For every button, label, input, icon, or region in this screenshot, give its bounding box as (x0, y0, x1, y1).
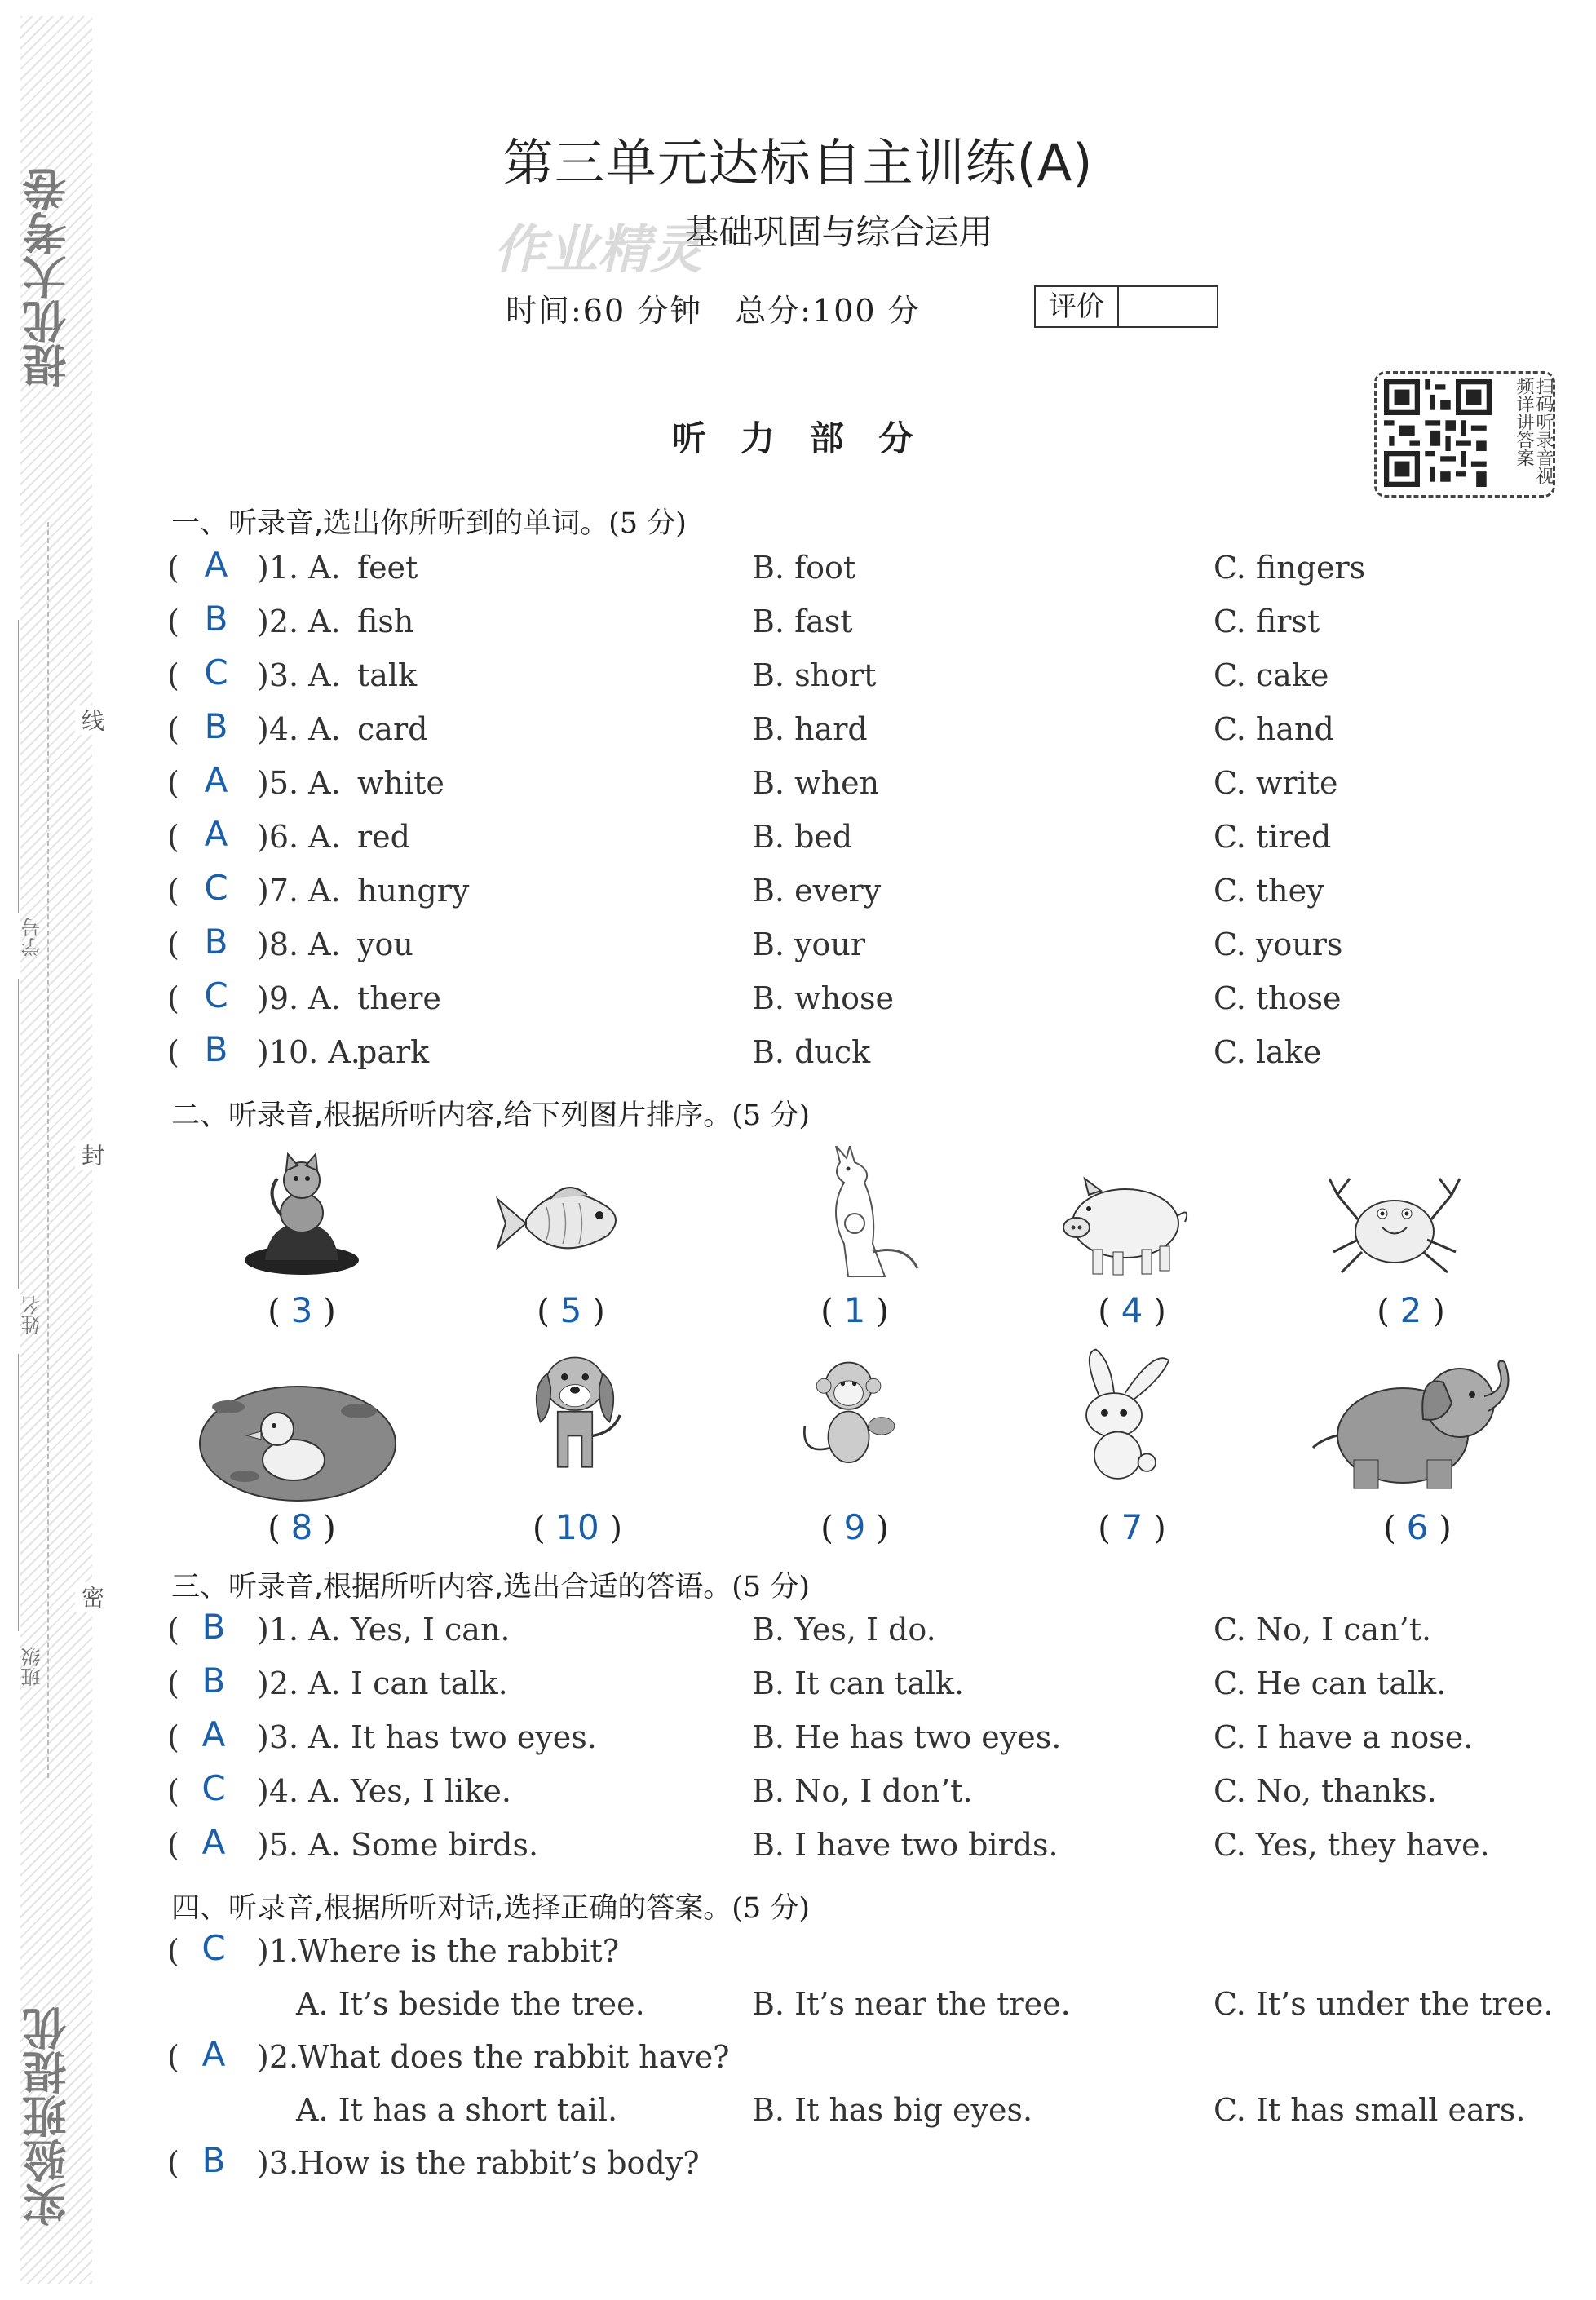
answer-paren-open: ( (167, 927, 179, 962)
section-3-heading (171, 1564, 810, 1605)
question-number: )1. A. (257, 1612, 341, 1648)
answer-choice[interactable]: A (201, 2034, 226, 2074)
question-number: )3. (257, 2145, 299, 2181)
option-b: B. your (752, 927, 866, 962)
spine-class-line (18, 1354, 19, 1631)
spine-id-line (18, 620, 19, 913)
answer-choice[interactable]: B (204, 599, 228, 639)
option-c: C. It has small ears. (1214, 2092, 1526, 2128)
answer-paren-open: ( (167, 1827, 179, 1863)
fish-picture (493, 1158, 632, 1297)
option-b: B. He has two eyes. (752, 1719, 1062, 1755)
section-3-title: 三、听录音,根据所听内容,选出合适的答语。 (171, 1571, 732, 1603)
answer-choice[interactable]: A (201, 1822, 226, 1862)
question-row (167, 2034, 1570, 2088)
option-c: C. first (1214, 604, 1320, 639)
answer-choice[interactable]: B (204, 706, 228, 746)
answer-choice[interactable]: A (201, 1714, 226, 1754)
answer-paren-open: ( (167, 819, 179, 855)
question-number: )3. A. (257, 1719, 341, 1755)
picture-1-order: ( 3 ) (267, 1290, 336, 1330)
answer-paren-open: ( (167, 2039, 179, 2075)
option-c: C. It’s under the tree. (1214, 1986, 1554, 2022)
option-a: you (357, 927, 413, 962)
answer-choice[interactable]: C (204, 975, 228, 1015)
answer-paren-open: ( (167, 1665, 179, 1701)
question-row (167, 1714, 1570, 1768)
picture-10-order: ( 6 ) (1383, 1507, 1452, 1547)
spine-cut-line-label: 线 (75, 705, 108, 735)
options-row (167, 2092, 1570, 2141)
question-number: )2. A. (257, 1665, 341, 1701)
picture-2-order: ( 5 ) (537, 1290, 605, 1330)
duck-in-pond-picture (196, 1370, 400, 1509)
spine-cut-seal-label: 密 (75, 1582, 108, 1612)
section-1-score: (5 分) (608, 507, 687, 540)
answer-paren-open: ( (167, 657, 179, 693)
option-c: C. Yes, they have. (1214, 1827, 1490, 1863)
answer-choice[interactable]: B (204, 922, 228, 962)
option-a: park (357, 1034, 430, 1070)
section-4-heading (171, 1886, 810, 1926)
time-and-score: 时间:60 分钟 总分:100 分 (506, 293, 921, 329)
question-number: )5. A. (257, 765, 341, 801)
option-c: C. lake (1214, 1034, 1322, 1070)
option-a: Yes, I like. (351, 1773, 511, 1809)
option-a: feet (357, 550, 418, 586)
answer-paren-open: ( (167, 1719, 179, 1755)
option-c: C. fingers (1214, 550, 1366, 586)
picture-5-order: ( 2 ) (1377, 1290, 1445, 1330)
question-number: )6. A. (257, 819, 341, 855)
spine-name-field: 姓名 (21, 1295, 44, 1334)
evaluation-label: 评价 (1036, 287, 1119, 326)
spine-cut-line (47, 522, 49, 1778)
option-c: C. hand (1214, 711, 1334, 747)
option-a: Yes, I can. (351, 1612, 511, 1648)
question-row (167, 652, 1570, 706)
question-row (167, 1822, 1570, 1876)
option-c: C. No, I can’t. (1214, 1612, 1432, 1648)
section-4-title: 四、听录音,根据所听对话,选择正确的答案。 (171, 1892, 732, 1925)
question-row (167, 1607, 1570, 1661)
question-row (167, 814, 1570, 868)
answer-choice[interactable]: C (201, 1768, 226, 1808)
answer-choice[interactable]: B (201, 1661, 226, 1701)
question-row (167, 1661, 1570, 1714)
section-4-score: (5 分) (732, 1892, 810, 1925)
cat-on-hat-picture (232, 1146, 371, 1285)
kangaroo-picture (783, 1146, 922, 1285)
section-2-title: 二、听录音,根据所听内容,给下列图片排序。 (171, 1099, 732, 1132)
option-b: B. I have two birds. (752, 1827, 1059, 1863)
answer-choice[interactable]: B (201, 1607, 226, 1647)
section-3-score: (5 分) (732, 1571, 810, 1603)
spine-name-line (18, 979, 19, 1289)
option-a: I can talk. (351, 1665, 508, 1701)
answer-paren-open: ( (167, 980, 179, 1016)
question-number: )2. A. (257, 604, 341, 639)
option-a: Some birds. (351, 1827, 539, 1863)
evaluation-box (1034, 285, 1218, 328)
option-b: B. hard (752, 711, 868, 747)
part-title: 听 力 部 分 (671, 418, 925, 458)
elephant-picture (1305, 1346, 1525, 1501)
question-text: What does the rabbit have? (298, 2039, 730, 2075)
answer-choice[interactable]: A (204, 760, 228, 800)
picture-9-order: ( 7 ) (1098, 1507, 1166, 1547)
option-a: A. It has a short tail. (296, 2092, 618, 2128)
option-c: C. write (1214, 765, 1338, 801)
option-c: C. No, thanks. (1214, 1773, 1437, 1809)
question-number: )1. A. (257, 550, 341, 586)
question-row (167, 599, 1570, 652)
option-b: B. fast (752, 604, 853, 639)
question-number: )9. A. (257, 980, 341, 1016)
question-row (167, 1928, 1570, 1982)
rabbit-picture (1052, 1346, 1191, 1484)
option-c: C. cake (1214, 657, 1329, 693)
option-c: C. yours (1214, 927, 1343, 962)
question-number: )10. A. (257, 1034, 360, 1070)
question-number: )1. (257, 1933, 299, 1969)
picture-3-order: ( 1 ) (820, 1290, 889, 1330)
answer-paren-open: ( (167, 2145, 179, 2181)
question-row (167, 868, 1570, 922)
question-row (167, 2140, 1570, 2194)
option-b: B. every (752, 873, 882, 909)
option-c: C. He can talk. (1214, 1665, 1447, 1701)
option-b: B. whose (752, 980, 894, 1016)
answer-paren-open: ( (167, 550, 179, 586)
monkey-picture (783, 1346, 922, 1484)
answer-choice[interactable]: C (204, 652, 228, 692)
option-b: B. It’s near the tree. (752, 1986, 1071, 2022)
section-1-title: 一、听录音,选出你所听到的单词。 (171, 507, 609, 540)
option-b: B. bed (752, 819, 853, 855)
option-b: B. duck (752, 1034, 871, 1070)
section-2-score: (5 分) (732, 1099, 810, 1132)
option-a: there (357, 980, 441, 1016)
question-row (167, 1768, 1570, 1822)
option-b: B. when (752, 765, 880, 801)
option-b: B. Yes, I do. (752, 1612, 936, 1648)
answer-choice[interactable]: B (204, 1029, 228, 1069)
question-row (167, 706, 1570, 760)
question-row (167, 975, 1570, 1029)
question-number: )5. A. (257, 1827, 341, 1863)
question-number: )7. A. (257, 873, 341, 909)
option-a: card (357, 711, 428, 747)
picture-4-order: ( 4 ) (1098, 1290, 1166, 1330)
answer-choice[interactable]: B (201, 2140, 226, 2180)
watermark: 作业精灵 (493, 220, 702, 281)
spine-class-field: 班级 (21, 1648, 44, 1687)
picture-6-order: ( 8 ) (267, 1507, 336, 1547)
question-text: Where is the rabbit? (298, 1933, 620, 1969)
section-2-heading (171, 1093, 810, 1134)
question-row (167, 1029, 1570, 1083)
page-subtitle: 基础巩固与综合运用 (684, 212, 993, 252)
section-1-heading (171, 501, 687, 542)
answer-paren-open: ( (167, 604, 179, 639)
spine-brand-bottom: 实验班提优 (22, 2006, 73, 2227)
option-a: red (357, 819, 410, 855)
question-row (167, 922, 1570, 975)
option-b: B. It can talk. (752, 1665, 965, 1701)
answer-paren-open: ( (167, 765, 179, 801)
question-text: How is the rabbit’s body? (298, 2145, 700, 2181)
option-a: white (357, 765, 444, 801)
answer-paren-open: ( (167, 1773, 179, 1809)
question-row (167, 760, 1570, 814)
answer-paren-open: ( (167, 1612, 179, 1648)
answer-paren-open: ( (167, 1933, 179, 1969)
answer-choice[interactable]: A (204, 545, 228, 585)
qr-code-caption: 扫码听录音视频详讲答案 (1514, 377, 1554, 484)
question-number: )3. A. (257, 657, 341, 693)
question-number: )4. A. (257, 711, 341, 747)
option-b: B. short (752, 657, 877, 693)
dog-picture (506, 1346, 644, 1484)
option-c: C. those (1214, 980, 1342, 1016)
option-c: C. I have a nose. (1214, 1719, 1474, 1755)
picture-7-order: ( 10 ) (532, 1507, 623, 1547)
spine-cut-feng-label: 封 (75, 1140, 108, 1170)
answer-choice[interactable]: C (201, 1928, 226, 1968)
option-a: It has two eyes. (351, 1719, 597, 1755)
option-b: B. foot (752, 550, 856, 586)
option-c: C. they (1214, 873, 1324, 909)
option-b: B. No, I don’t. (752, 1773, 973, 1809)
picture-8-order: ( 9 ) (820, 1507, 889, 1547)
binding-spine (0, 0, 105, 2300)
option-a: fish (357, 604, 414, 639)
spine-brand-top: 提优大考卷 (22, 167, 73, 387)
option-a: hungry (357, 873, 470, 909)
options-row (167, 1986, 1570, 2035)
page-title: 第三单元达标自主训练(A) (502, 133, 1094, 192)
option-c: C. tired (1214, 819, 1332, 855)
option-a: A. It’s beside the tree. (296, 1986, 645, 2022)
question-row (167, 545, 1570, 599)
pig-picture (1052, 1158, 1191, 1297)
answer-paren-open: ( (167, 711, 179, 747)
option-a: talk (357, 657, 418, 693)
answer-paren-open: ( (167, 1034, 179, 1070)
answer-choice[interactable]: C (204, 868, 228, 908)
question-number: )8. A. (257, 927, 341, 962)
spine-id-field: 学号 (21, 918, 44, 957)
question-number: )2. (257, 2039, 299, 2075)
crab-picture (1325, 1150, 1464, 1289)
question-number: )4. A. (257, 1773, 341, 1809)
option-b: B. It has big eyes. (752, 2092, 1033, 2128)
answer-choice[interactable]: A (204, 814, 228, 854)
answer-paren-open: ( (167, 873, 179, 909)
